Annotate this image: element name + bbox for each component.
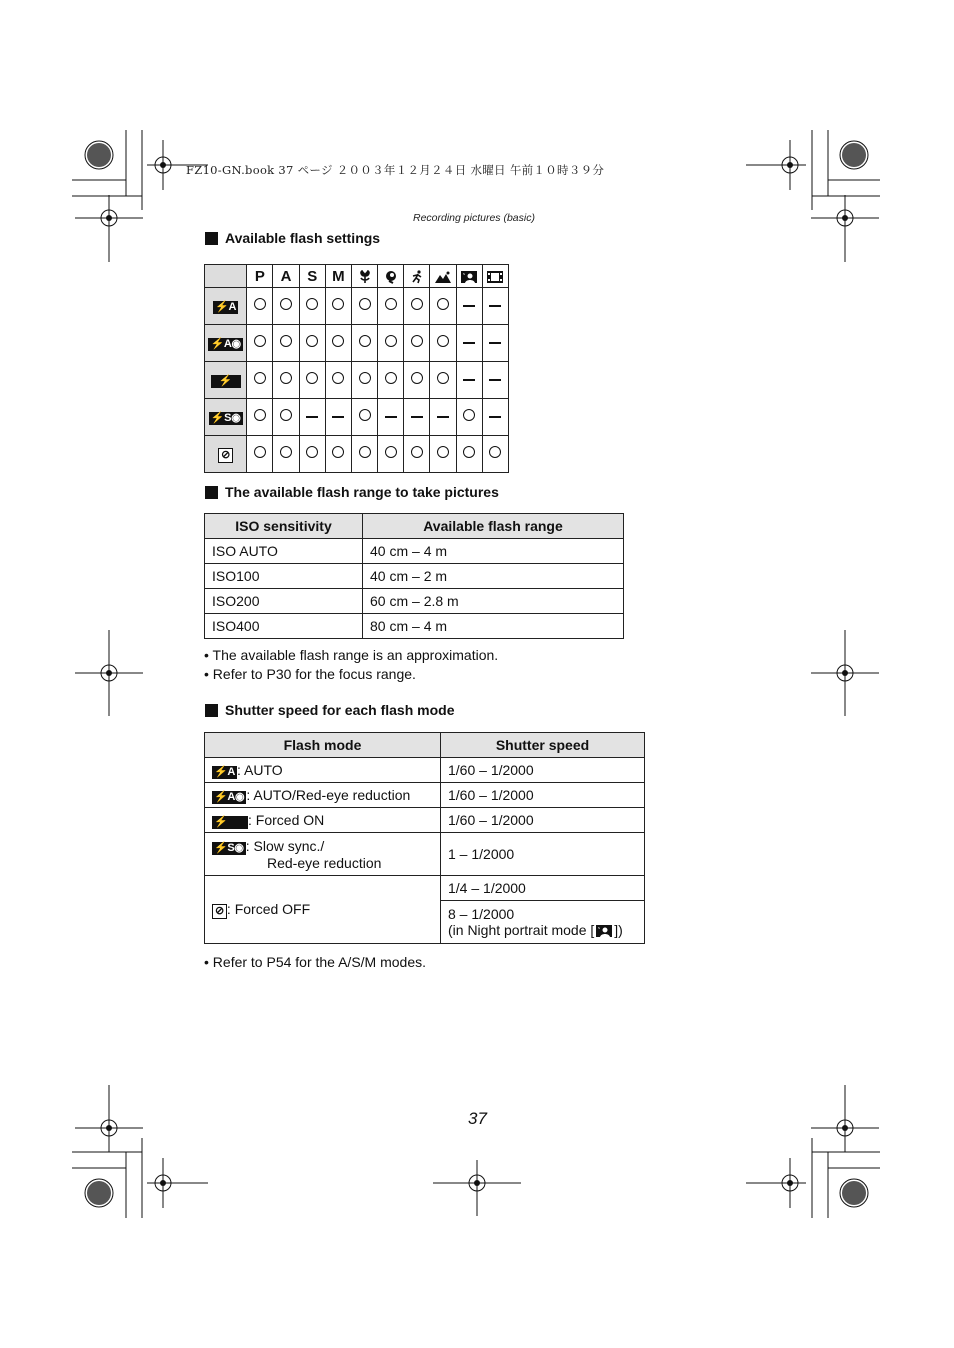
- grid-cell: [273, 436, 299, 473]
- grid-cell: [482, 288, 508, 325]
- flash-forced-off-icon: ⊘: [218, 448, 233, 463]
- flash-settings-table: [204, 264, 509, 473]
- table-row: [205, 758, 645, 783]
- mode-label: : Forced ON: [248, 811, 325, 828]
- grid-cell: [430, 436, 456, 473]
- grid-cell: [351, 362, 377, 399]
- col-p: P: [247, 265, 273, 288]
- grid-cell: [299, 362, 325, 399]
- cell-range: 60 cm – 2.8 m: [363, 589, 624, 614]
- cell-speed: 1/60 – 1/2000: [441, 783, 645, 808]
- flash-range-table: [204, 513, 624, 639]
- grid-cell: [456, 325, 482, 362]
- grid-cell: [247, 436, 273, 473]
- grid-cell: [325, 325, 351, 362]
- shutter-speed-table: [204, 732, 645, 944]
- grid-cell: [325, 436, 351, 473]
- note-focus-range: • Refer to P30 for the focus range.: [204, 666, 416, 682]
- bullet-square-icon: [205, 232, 218, 245]
- grid-cell: [482, 436, 508, 473]
- col-m: M: [325, 265, 351, 288]
- cell-speed: 8 – 1/2000: [448, 905, 515, 922]
- grid-cell: [247, 325, 273, 362]
- note-asm-modes: • Refer to P54 for the A/S/M modes.: [204, 954, 427, 970]
- flash-forced-off-icon: ⊘: [212, 904, 227, 919]
- cell-range: 40 cm – 4 m: [363, 539, 624, 564]
- grid-cell: [351, 436, 377, 473]
- corner-cell: [205, 265, 247, 288]
- note-approximation: • The available flash range is an approximation.: [204, 647, 499, 663]
- col-a: A: [273, 265, 299, 288]
- header-flash-mode: Flash mode: [205, 733, 441, 758]
- mode-label: : AUTO: [237, 761, 283, 778]
- bullet-square-icon: [205, 486, 218, 499]
- cell-speed: 1 – 1/2000: [441, 833, 645, 876]
- mode-label: : Forced OFF: [226, 900, 311, 917]
- night-portrait-icon: [456, 265, 482, 288]
- grid-cell: [482, 362, 508, 399]
- cell-speed: 1/4 – 1/2000: [441, 876, 645, 901]
- mode-label-line2: Red-eye reduction: [267, 854, 382, 871]
- night-portrait-note: (in Night portrait mode [: [448, 921, 595, 938]
- grid-cell: [247, 288, 273, 325]
- grid-cell: [482, 325, 508, 362]
- scenery-icon: [430, 265, 456, 288]
- section-title: Available flash settings: [225, 230, 381, 246]
- table-row: [205, 876, 645, 901]
- grid-cell: [456, 288, 482, 325]
- macro-icon: [351, 265, 377, 288]
- print-header: FZ10-GN.book 37 ページ ２００３年１２月２４日 水曜日 午前１０時３９分: [186, 163, 605, 177]
- table-row-flash-slow-sync: [205, 399, 509, 436]
- table-header-row: [205, 265, 509, 288]
- flash-slow-sync-redeye-icon: ⚡S◉: [214, 841, 244, 854]
- section-heading-flash-range: [205, 484, 499, 500]
- cell-speed: 1/60 – 1/2000: [441, 758, 645, 783]
- flash-auto-icon: ⚡A: [215, 301, 237, 313]
- grid-cell: [404, 325, 430, 362]
- grid-cell: [404, 362, 430, 399]
- grid-cell: [430, 399, 456, 436]
- grid-cell: [378, 436, 404, 473]
- section-heading-shutter-speed: [205, 702, 455, 718]
- grid-cell: [456, 362, 482, 399]
- grid-cell: [378, 325, 404, 362]
- header-iso: ISO sensitivity: [205, 514, 363, 539]
- header-shutter-speed: Shutter speed: [441, 733, 645, 758]
- grid-cell: [430, 362, 456, 399]
- table-row: [205, 614, 624, 639]
- grid-cell: [351, 325, 377, 362]
- grid-cell: [456, 436, 482, 473]
- table-header-row: [205, 514, 624, 539]
- table-row: [205, 589, 624, 614]
- cell-iso: ISO400: [205, 614, 363, 639]
- flash-slow-sync-redeye-icon: ⚡S◉: [210, 412, 241, 424]
- night-portrait-note-end: ]): [614, 921, 623, 938]
- section-title: Shutter speed for each flash mode: [225, 702, 455, 718]
- grid-cell: [430, 288, 456, 325]
- grid-cell: [351, 399, 377, 436]
- grid-cell: [325, 362, 351, 399]
- flash-forced-on-icon: ⚡: [211, 375, 241, 388]
- table-row-flash-auto: [205, 288, 509, 325]
- cell-iso: ISO200: [205, 589, 363, 614]
- cell-iso: ISO100: [205, 564, 363, 589]
- grid-cell: [456, 399, 482, 436]
- grid-cell: [273, 362, 299, 399]
- table-row-flash-auto-redeye: [205, 325, 509, 362]
- bullet-square-icon: [205, 704, 218, 717]
- portrait-icon: [378, 265, 404, 288]
- mode-label: : AUTO/Red-eye reduction: [246, 786, 411, 803]
- table-row-flash-forced-on: [205, 362, 509, 399]
- grid-cell: [351, 288, 377, 325]
- night-portrait-icon: [594, 924, 614, 938]
- grid-cell: [247, 362, 273, 399]
- grid-cell: [404, 399, 430, 436]
- grid-cell: [482, 399, 508, 436]
- flash-auto-redeye-icon: ⚡A◉: [214, 790, 245, 803]
- grid-cell: [325, 288, 351, 325]
- mode-label: : Slow sync./: [245, 837, 325, 854]
- grid-cell: [430, 325, 456, 362]
- grid-cell: [299, 325, 325, 362]
- cell-speed: 1/60 – 1/2000: [441, 808, 645, 833]
- cell-range: 40 cm – 2 m: [363, 564, 624, 589]
- flash-auto-icon: ⚡A: [214, 765, 236, 778]
- table-row-flash-forced-off: [205, 436, 509, 473]
- grid-cell: [299, 288, 325, 325]
- header-range: Available flash range: [363, 514, 624, 539]
- grid-cell: [299, 399, 325, 436]
- grid-cell: [378, 288, 404, 325]
- section-heading-flash-settings: [205, 230, 380, 246]
- running-head: Recording pictures (basic): [413, 212, 535, 224]
- grid-cell: [247, 399, 273, 436]
- grid-cell: [378, 362, 404, 399]
- grid-cell: [299, 436, 325, 473]
- flash-forced-on-icon: ⚡: [212, 816, 248, 829]
- page-number: 37: [468, 1109, 487, 1128]
- cell-range: 80 cm – 4 m: [363, 614, 624, 639]
- cell-iso: ISO AUTO: [205, 539, 363, 564]
- section-title: The available flash range to take pictures: [225, 484, 499, 500]
- table-row: [205, 808, 645, 833]
- grid-cell: [273, 325, 299, 362]
- table-row: [205, 783, 645, 808]
- grid-cell: [404, 436, 430, 473]
- grid-cell: [273, 288, 299, 325]
- sports-icon: [404, 265, 430, 288]
- movie-icon: [482, 265, 508, 288]
- col-s: S: [299, 265, 325, 288]
- table-row: [205, 833, 645, 876]
- grid-cell: [378, 399, 404, 436]
- grid-cell: [273, 399, 299, 436]
- table-row: [205, 539, 624, 564]
- flash-auto-redeye-icon: ⚡A◉: [210, 338, 241, 350]
- grid-cell: [325, 399, 351, 436]
- table-row: [205, 564, 624, 589]
- grid-cell: [404, 288, 430, 325]
- table-header-row: [205, 733, 645, 758]
